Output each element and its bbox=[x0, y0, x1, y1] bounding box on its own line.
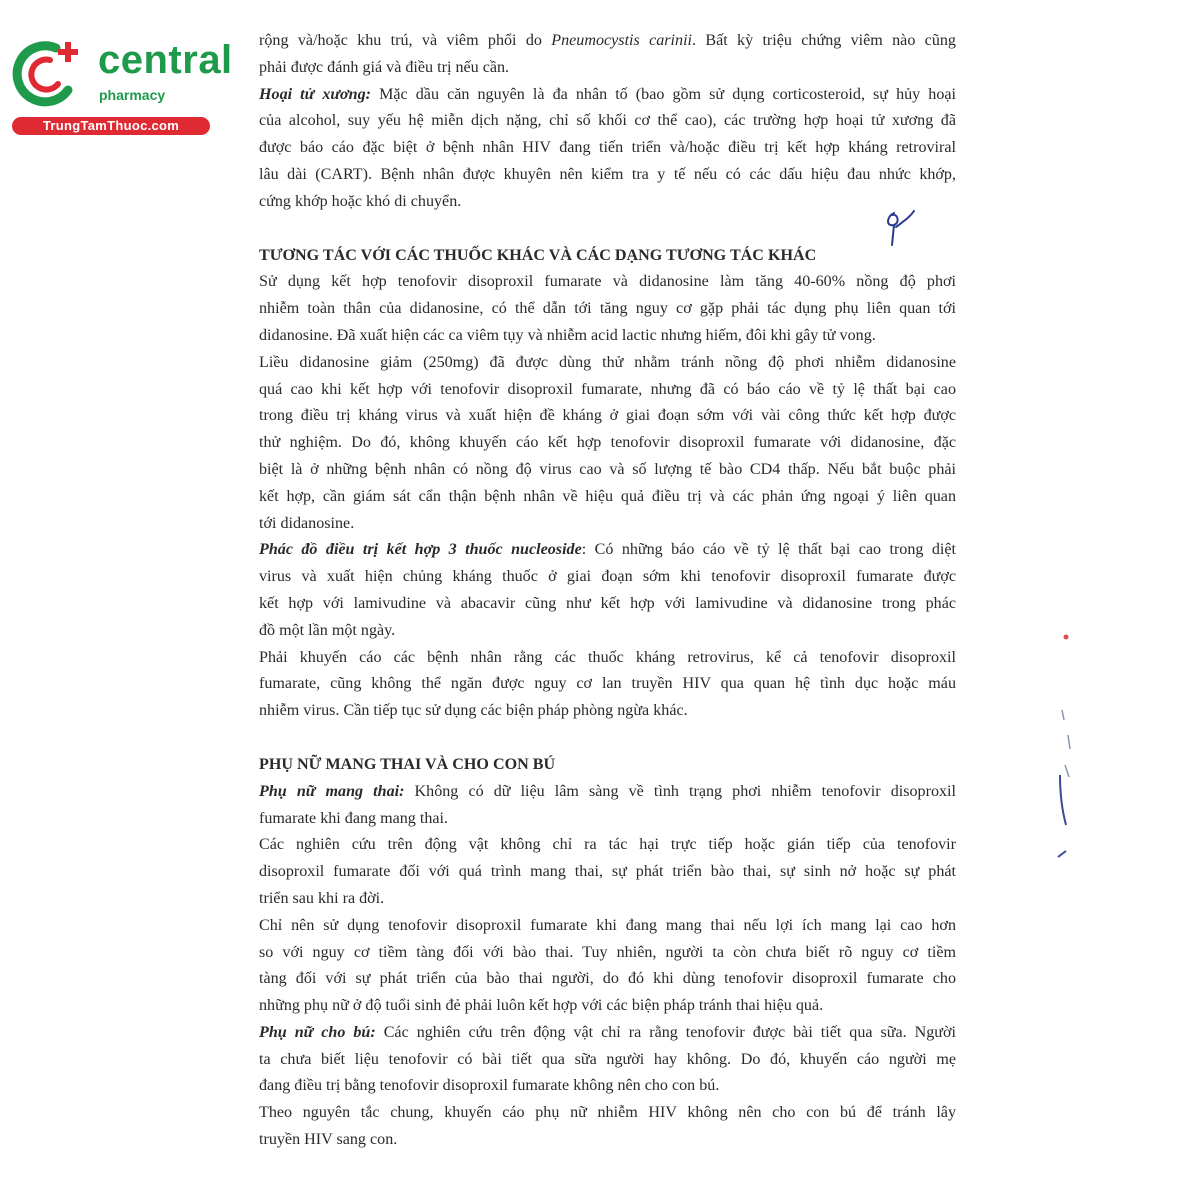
subheading-label: Phụ nữ cho bú: bbox=[259, 1023, 376, 1041]
text-line: ta chưa biết liệu tenofovir có bài tiết qua sữa người hay không. Do đó, khuyến cáo người mẹ bbox=[259, 1050, 956, 1068]
text-line: so với nguy cơ tiềm tàng đối với bào thai. Tuy nhiên, người ta còn chưa biết rõ nguy cơ tiềm bbox=[259, 943, 956, 961]
subheading-label: Phụ nữ mang thai: bbox=[259, 782, 405, 800]
text-span: rộng và/hoặc khu trú, và viêm phổi do bbox=[259, 32, 552, 49]
section-heading: TƯƠNG TÁC VỚI CÁC THUỐC KHÁC VÀ CÁC DẠNG TƯƠNG TÁC KHÁC bbox=[259, 246, 817, 264]
text-line: triển sau khi ra đời. bbox=[259, 889, 385, 907]
text-line bbox=[259, 1020, 956, 1047]
text-line: phải được đánh giá và điều trị nếu cần. bbox=[259, 58, 510, 76]
text-line: những phụ nữ ở độ tuổi sinh đẻ phải luôn kết hợp với các biện pháp tránh thai hiệu quả. bbox=[259, 997, 824, 1015]
text-line: virus và xuất hiện chủng kháng thuốc ở giai đoạn sớm khi tenofovir disoproxil fumarate được bbox=[259, 568, 956, 586]
text-span: : Có những báo cáo về tỷ lệ thất bại cao trong diệt bbox=[581, 541, 956, 559]
text-line: didanosine. Đã xuất hiện các ca viêm tụy và nhiễm acid lactic nhưng hiếm, đôi khi gây tử vong. bbox=[259, 326, 876, 344]
text-line: quá cao khi kết hợp với tenofovir disoproxil fumarate, nhưng đã có báo cáo về tỷ lệ thất bại cao bbox=[259, 380, 956, 398]
section-drug-interactions bbox=[259, 243, 956, 725]
text-line: cứng khớp hoặc khó di chuyển. bbox=[259, 192, 462, 210]
text-line: truyền HIV sang con. bbox=[259, 1131, 398, 1149]
section-pregnancy-lactation bbox=[259, 752, 956, 1154]
text-line: disoproxil fumarate đối với quá trình mang thai, sự phát triển bào thai, sự sinh nở hoặc sự phát bbox=[259, 863, 956, 881]
text-span: Các nghiên cứu trên động vật chỉ ra rằng tenofovir được bài tiết qua sữa. Người bbox=[375, 1023, 956, 1041]
brand-logo bbox=[10, 36, 233, 136]
central-pharmacy-logo-icon bbox=[10, 38, 90, 110]
section-heading: PHỤ NỮ MANG THAI VÀ CHO CON BÚ bbox=[259, 755, 556, 773]
text-line: đồ một lần một ngày. bbox=[259, 621, 396, 639]
text-line: Phải khuyến cáo các bệnh nhân rằng các thuốc kháng retrovirus, kể cả tenofovir disoproxil bbox=[259, 648, 956, 666]
text-line: Các nghiên cứu trên động vật không chỉ ra tác hại trực tiếp hoặc gián tiếp của tenofovir bbox=[259, 836, 956, 854]
text-line: kết hợp với lamivudine và abacavir cũng như kết hợp với lamivudine và didanosine trong phác bbox=[259, 594, 956, 612]
text-line: tới didanosine. bbox=[259, 514, 355, 532]
subheading-label: Phác đồ điều trị kết hợp 3 thuốc nucleoside bbox=[259, 541, 582, 559]
text-line: nhiễm virus. Cần tiếp tục sử dụng các biện pháp phòng ngừa khác. bbox=[259, 702, 688, 720]
text-span: Mặc dầu căn nguyên là đa nhân tố (bao gồm sử dụng corticosteroid, sự hủy hoại bbox=[371, 85, 957, 103]
text-line: Chỉ nên sử dụng tenofovir disoproxil fumarate khi đang mang thai nếu lợi ích mang lại cao hơn bbox=[259, 916, 956, 934]
text-line: được báo cáo đặc biệt ở bệnh nhân HIV đang tiến triển và/hoặc điều trị kết hợp kháng retroviral bbox=[259, 139, 956, 157]
text-span: . Bất kỳ triệu chứng viêm nào cũng bbox=[692, 32, 956, 49]
text-line: trong điều trị kháng virus và xuất hiện đề kháng ở giai đoạn sớm với vài công thức kết hợp được bbox=[259, 407, 956, 425]
handwritten-initial-icon bbox=[880, 205, 920, 250]
text-line: tàng đối với sự phát triển của bào thai người, do đó khi dùng tenofovir disoproxil fumarate cho bbox=[259, 970, 956, 988]
text-line: biệt là ở những bệnh nhân có nồng độ virus cao và số lượng tế bào CD4 thấp. Nếu bắt buộc phải bbox=[259, 460, 956, 478]
text-line: fumarate, cũng không thể ngăn được nguy cơ lan truyền HIV qua quan hệ tình dục hoặc máu bbox=[259, 675, 956, 693]
text-line: Theo nguyên tắc chung, khuyến cáo phụ nữ nhiễm HIV không nên cho con bú để tránh lây bbox=[259, 1104, 956, 1122]
text-line: của alcohol, suy yếu hệ miễn dịch nặng, chỉ số khối cơ thể cao), các trường hợp hoại tử xương đã bbox=[259, 112, 956, 130]
text-line: lâu dài (CART). Bệnh nhân được khuyên nên kiểm tra y tế nếu có các dấu hiệu đau nhức khớp, bbox=[259, 165, 956, 183]
text-span: Không có dữ liệu lâm sàng về tình trạng phơi nhiễm tenofovir disoproxil bbox=[404, 782, 956, 800]
text-line bbox=[259, 28, 956, 55]
text-line bbox=[259, 82, 956, 109]
document-page bbox=[259, 28, 956, 1154]
text-line: thử nghiệm. Do đó, không khuyến cáo kết hợp tenofovir disoproxil fumarate với didanosine, đặc bbox=[259, 434, 956, 452]
logo-subtitle: pharmacy bbox=[99, 87, 166, 103]
subheading-label: Hoại tử xương: bbox=[259, 85, 372, 103]
text-line: Sử dụng kết hợp tenofovir disoproxil fumarate và didanosine làm tăng 40-60% nồng độ phơi bbox=[259, 273, 956, 291]
text-line: đang điều trị bằng tenofovir disoproxil fumarate không nên cho con bú. bbox=[259, 1077, 720, 1095]
text-line: nhiễm toàn thân của didanosine, có thể dẫn tới tăng nguy cơ gặp phải tác dụng phụ liên quan tới bbox=[259, 300, 956, 318]
text-line: fumarate khi đang mang thai. bbox=[259, 809, 449, 827]
logo-url-badge: TrungTamThuoc.com bbox=[12, 117, 210, 135]
italic-term: Pneumocystis carinii bbox=[551, 32, 693, 49]
logo-name: central bbox=[98, 38, 233, 82]
text-line: Liều didanosine giảm (250mg) đã được dùng thử nhằm tránh nồng độ phơi nhiễm didanosine bbox=[259, 353, 956, 371]
text-line bbox=[259, 537, 956, 564]
text-line: kết hợp, cần giám sát cẩn thận bệnh nhân về hiệu quả điều trị và các phản ứng ngoại ý liên quan bbox=[259, 487, 956, 505]
text-line bbox=[259, 779, 956, 806]
stamp-edge-marks-icon bbox=[1050, 625, 1080, 865]
section-immune-reactions bbox=[259, 28, 956, 216]
